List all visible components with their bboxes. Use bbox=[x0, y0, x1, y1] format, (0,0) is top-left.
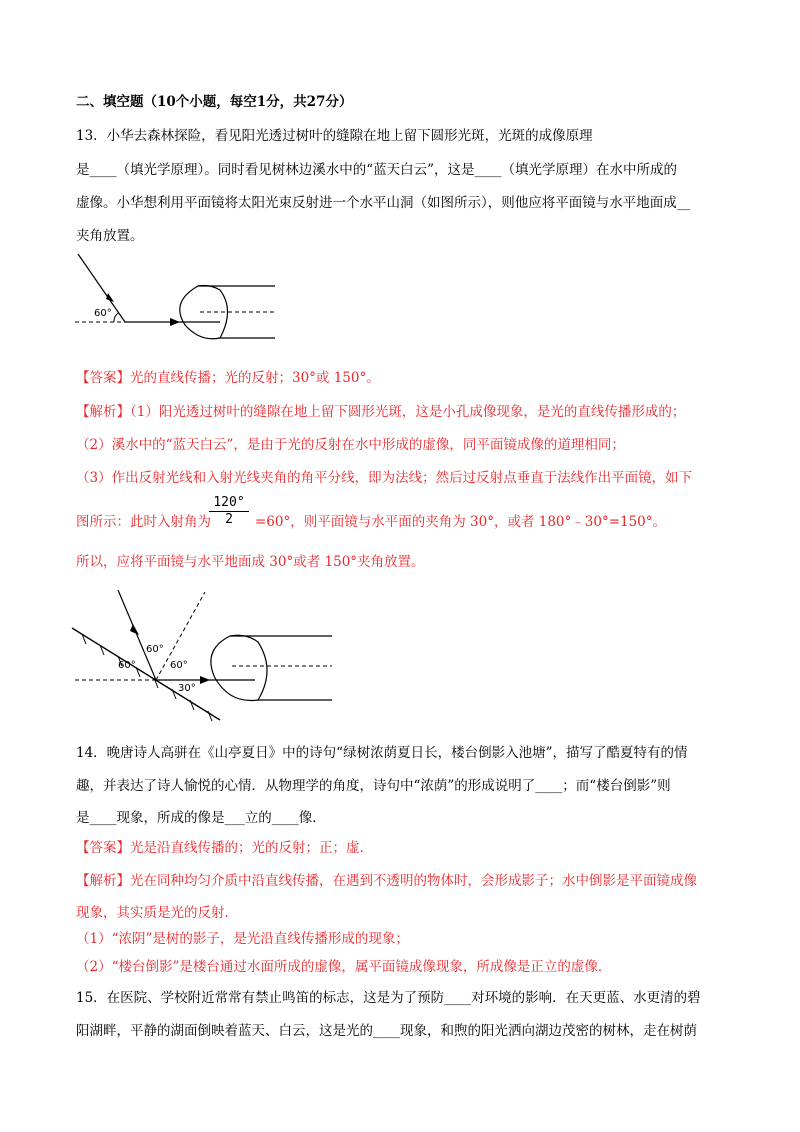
q13-answer: 【答案】光的直线传播；光的反射；30°或 150°。 bbox=[76, 370, 380, 386]
fraction bbox=[209, 495, 249, 528]
q13-a4-pre: 图所示：此时入射角为 bbox=[76, 514, 211, 530]
fig2-label-a: 60° bbox=[146, 644, 164, 655]
q13-analysis-4 bbox=[76, 512, 666, 532]
reflected-arrow-2 bbox=[200, 676, 210, 684]
q14-analysis-3: （1）“浓阴”是树的影子，是光沿直线传播形成的现象； bbox=[76, 931, 409, 947]
fig1-angle-label: 60° bbox=[94, 308, 112, 319]
q13-line-3: 虚像。小华想利用平面镜将太阳光束反射进一个水平山洞（如图所示），则他应将平面镜与水平地面成__ bbox=[76, 195, 691, 211]
mirror bbox=[72, 628, 220, 720]
q13-line-4: 夹角放置。 bbox=[76, 228, 144, 244]
q13-figure-1 bbox=[70, 250, 290, 340]
q13-figure-2 bbox=[70, 588, 360, 728]
q13-line-2: 是____（填光学原理）。同时看见树林边溪水中的“蓝天白云”，这是____（填光学原理）在水中所成的 bbox=[76, 162, 678, 178]
q14-line-1: 14．晚唐诗人高骈在《山亭夏日》中的诗句“绿树浓荫夏日长，楼台倒影入池塘”，描写了酷夏特有的情 bbox=[76, 745, 688, 761]
q14-line-3: 是____现象，所成的像是___立的____像． bbox=[76, 810, 326, 826]
incident-arrow-2 bbox=[130, 624, 139, 635]
reflected-arrow bbox=[170, 318, 180, 326]
q14-analysis-4: （2）“楼台倒影”是楼台通过水面所成的虚像，属平面镜成像现象，所成像是正立的虚像． bbox=[76, 959, 612, 975]
fig2-label-c: 60° bbox=[118, 660, 136, 671]
q14-analysis-2: 现象，其实质是光的反射． bbox=[76, 905, 238, 921]
tunnel-opening-2 bbox=[211, 635, 267, 700]
fraction-numerator: 120° bbox=[209, 495, 249, 512]
q13-analysis-3: （3）作出反射光线和入射光线夹角的角平分线，即为法线；然后过反射点垂直于法线作出平面镜，如下 bbox=[76, 470, 693, 486]
fraction-denominator: 2 bbox=[225, 512, 233, 527]
q14-line-2: 趣，并表达了诗人愉悦的心情．从物理学的角度，诗句中“浓荫”的形成说明了____；而“楼台倒影”则 bbox=[76, 778, 671, 794]
fig2-label-d: 30° bbox=[178, 683, 196, 694]
q14-answer: 【答案】光是沿直线传播的；光的反射；正；虚． bbox=[76, 840, 373, 856]
q13-line-1: 13．小华去森林探险，看见阳光透过树叶的缝隙在地上留下圆形光斑，光斑的成像原理 bbox=[76, 128, 593, 144]
q13-a4-post: =60°，则平面镜与水平面的夹角为 30°，或者 180°﹣30°=150°。 bbox=[255, 514, 667, 530]
q15-line-2: 阳湖畔，平静的湖面倒映着蓝天、白云，这是光的____现象，和煦的阳光洒向湖边茂密的树林，走在树荫 bbox=[76, 1023, 697, 1039]
q13-analysis-2: （2）溪水中的“蓝天白云”，是由于光的反射在水中形成的虚像，同平面镜成像的道理相同； bbox=[76, 437, 625, 453]
q14-analysis-1: 【解析】光在同种均匀介质中沿直线传播，在遇到不透明的物体时，会形成影子；水中倒影是平面镜成像 bbox=[76, 873, 697, 889]
q13-analysis-1: 【解析】（1）阳光透过树叶的缝隙在地上留下圆形光斑，这是小孔成像现象，是光的直线传播形成的； bbox=[76, 404, 686, 420]
q13-analysis-5: 所以，应将平面镜与水平地面成 30°或者 150°夹角放置。 bbox=[76, 554, 425, 570]
angle-arc bbox=[114, 313, 118, 322]
fig2-label-b: 60° bbox=[170, 660, 188, 671]
section-title: 二、填空题（10个小题，每空1分，共27分） bbox=[76, 94, 353, 110]
q15-line-1: 15．在医院、学校附近常常有禁止鸣笛的标志，这是为了预防____对环境的影响．在天更蓝、水更清的碧 bbox=[76, 990, 701, 1006]
